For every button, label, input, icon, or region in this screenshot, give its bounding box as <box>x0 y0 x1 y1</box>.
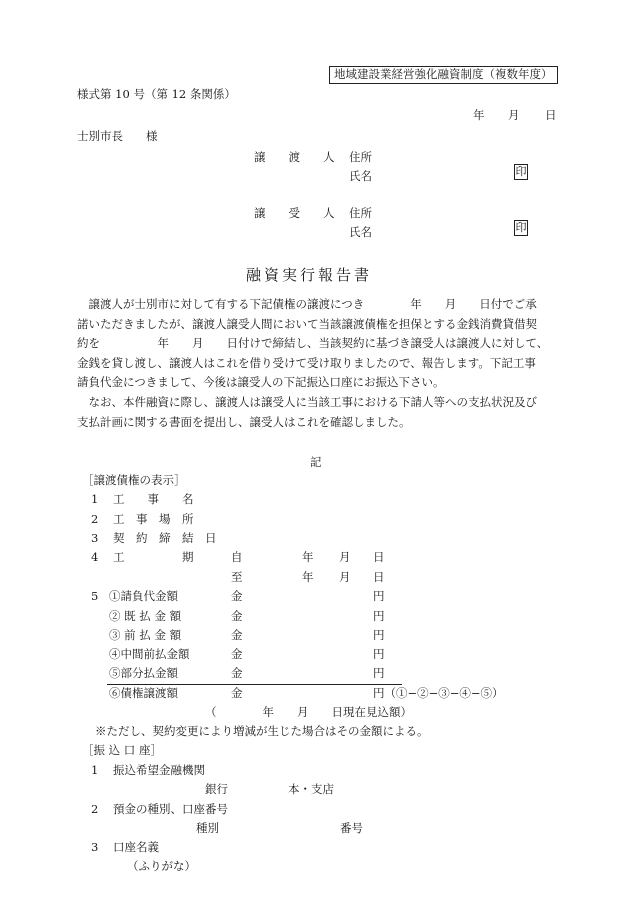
item-no: 4 <box>91 550 99 564</box>
body-line: 譲渡人が士別市に対して有する下記債権の譲渡につき 年 月 日付でご承 <box>77 297 537 311</box>
period-month: 月 <box>339 570 351 584</box>
item-label: 工 事 場 所 <box>113 512 194 526</box>
amount-kin: 金 <box>231 589 243 603</box>
assignor-seal: 印 <box>515 165 527 178</box>
period-day: 日 <box>373 550 385 564</box>
period-year: 年 <box>302 570 314 584</box>
assignee-label: 譲 受 人 <box>254 206 335 220</box>
amount-label: ①請負代金額 <box>109 589 178 603</box>
amount-kin: 金 <box>231 666 243 680</box>
section-assigned-claim: ［譲渡債権の表示］ <box>82 473 186 487</box>
estimate-line: （ 年 月 日現在見込額） <box>205 705 412 719</box>
period-from: 自 <box>231 550 243 564</box>
item-no: 3 <box>91 840 99 854</box>
period-year: 年 <box>302 550 314 564</box>
document-title: 融資実行報告書 <box>246 266 373 284</box>
period-day: 日 <box>373 570 385 584</box>
item-label: 工 期 <box>113 550 194 564</box>
item-no: 1 <box>91 763 99 777</box>
amount-label: ② 既 払 金 額 <box>109 609 182 623</box>
amount-label: ⑥債権譲渡額 <box>109 686 178 700</box>
account-holder-label: 口座名義 <box>113 840 159 854</box>
assignee-address-label: 住所 <box>349 206 372 220</box>
body-line: なお、本件融資に際し、譲渡人は譲受人に当該工事における下請人等への支払状況及び <box>77 394 537 409</box>
amount-label: ③ 前 払 金 額 <box>109 628 182 642</box>
item-no: 2 <box>91 512 99 526</box>
deposit-kind-label: 種別 <box>196 821 219 835</box>
assignor-name-label: 氏名 <box>349 169 372 183</box>
assignee-seal: 印 <box>515 221 527 234</box>
period-to: 至 <box>231 570 243 584</box>
ki-heading: 記 <box>310 455 322 469</box>
body-line: 金銭を貸し渡し、譲渡人はこれを借り受けて受け取りましたので、報告します。下記工事 <box>77 355 536 370</box>
item-no: 2 <box>91 802 99 816</box>
assignor-address-label: 住所 <box>349 150 372 164</box>
item-label: 工 事 名 <box>113 492 194 506</box>
account-number-label: 番号 <box>340 821 363 835</box>
body-line: 請負代金につきまして、今後は譲受人の下記振込口座にお振込下さい。 <box>77 375 445 390</box>
amount-en: 円 <box>373 609 385 623</box>
body-line: 諾いただきましたが、譲渡人譲受人間において当該譲渡債権を担保とする金銭消費貸借契 <box>77 316 537 331</box>
body-text <box>77 295 577 432</box>
bank-label: 振込希望金融機関 <box>113 763 205 777</box>
bank-name-label: 銀行 <box>205 782 228 796</box>
section-transfer-account: ［振 込 口 座］ <box>82 743 162 757</box>
amount-label: ⑤部分払金額 <box>109 666 178 680</box>
form-number: 様式第 10 号（第 12 条関係） <box>77 87 236 101</box>
date-day: 日 <box>545 108 557 122</box>
item-label: 契 約 締 結 日 <box>113 531 217 545</box>
body-line: 約を 年 月 日付けで締結し、当該契約に基づき譲受人は譲渡人に対して、 <box>77 336 549 351</box>
item-no: 3 <box>91 531 99 545</box>
amount-label: ④中間前払金額 <box>109 647 190 661</box>
amount-en: 円 <box>373 647 385 661</box>
assignor-label: 譲 渡 人 <box>254 150 335 164</box>
date-month: 月 <box>508 108 520 122</box>
amount-kin: 金 <box>231 609 243 623</box>
body-line: 支払計画に関する書面を提出し、譲受人はこれを確認しました。 <box>77 414 411 429</box>
assignee-name-label: 氏名 <box>349 225 372 239</box>
amount-kin: 金 <box>231 647 243 661</box>
deposit-label: 預金の種別、口座番号 <box>113 802 228 816</box>
program-box: 地域建設業経営強化融資制度（複数年度） <box>329 66 558 84</box>
amount-note: ※ただし、契約変更により増減が生じた場合はその金額による。 <box>95 724 429 738</box>
amount-kin: 金 <box>231 628 243 642</box>
amount-kin: 金 <box>231 686 243 700</box>
amount-en: 円 <box>373 589 385 603</box>
date-year: 年 <box>473 108 485 122</box>
period-month: 月 <box>339 550 351 564</box>
item-no: 1 <box>91 492 99 506</box>
amount-en: 円 <box>373 666 385 680</box>
branch-label: 本・支店 <box>288 782 334 796</box>
addressee: 士別市長 様 <box>77 129 158 143</box>
total-rule <box>107 684 402 685</box>
amount-en: 円 <box>373 628 385 642</box>
furigana-label: （ふりがな） <box>127 859 196 873</box>
item-no: 5 <box>91 589 99 603</box>
amount-en: 円（①−②−③−④−⑤） <box>373 686 504 700</box>
